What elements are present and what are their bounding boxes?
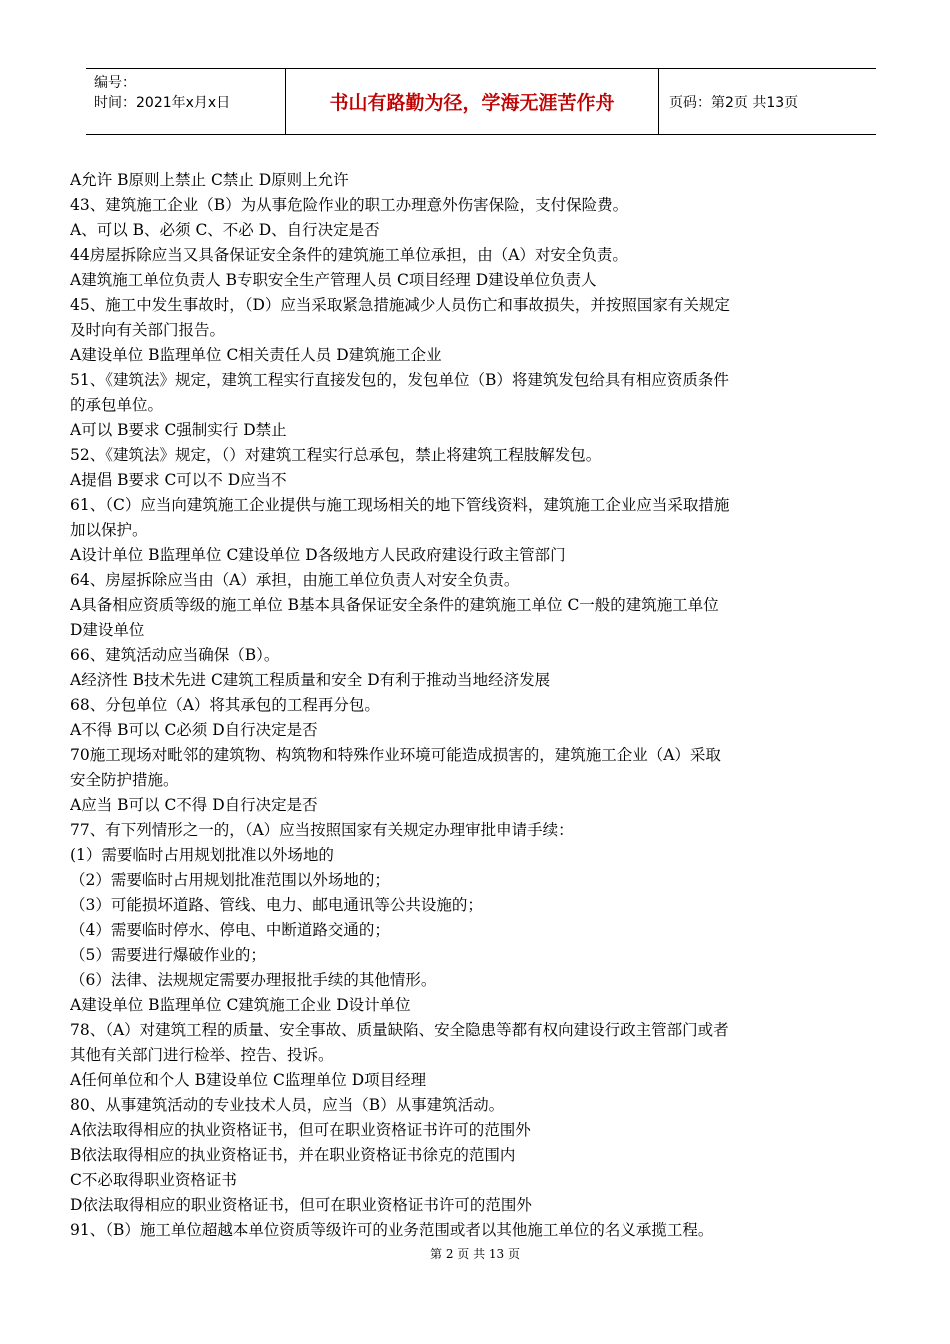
text-line: D建设单位 [70,621,145,639]
header-page-info: 页码：第2页 共13页 [669,94,799,111]
text-line: 61、（C）应当向建筑施工企业提供与施工现场相关的地下管线资料，建筑施工企业应当采取措施 [70,496,730,514]
text-line: A可以 B要求 C强制实行 D禁止 [70,421,287,439]
header-motto: 书山有路勤为径，学海无涯苦作舟 [286,69,659,134]
text-line: （4）需要临时停水、停电、中断道路交通的； [70,921,390,939]
text-line: 68、分包单位（A）将其承包的工程再分包。 [70,696,380,714]
text-line: 70施工现场对毗邻的建筑物、构筑物和特殊作业环境可能造成损害的，建筑施工企业（A）采取 [70,746,721,764]
text-line: A建筑施工单位负责人 B专职安全生产管理人员 C项目经理 D建设单位负责人 [70,271,597,289]
text-line: A不得 B可以 C必须 D自行决定是否 [70,721,318,739]
text-line: A应当 B可以 C不得 D自行决定是否 [70,796,318,814]
text-line: 77、有下列情形之一的，（A）应当按照国家有关规定办理审批申请手续： [70,821,574,839]
text-line: A允许 B原则上禁止 C禁止 D原则上允许 [70,171,349,189]
header-meta [86,69,286,134]
text-line: A提倡 B要求 C可以不 D应当不 [70,471,287,489]
text-line: 44房屋拆除应当又具备保证安全条件的建筑施工单位承担，由（A）对安全负责。 [70,246,628,264]
text-line: 安全防护措施。 [70,771,179,789]
text-line: A任何单位和个人 B建设单位 C监理单位 D项目经理 [70,1071,427,1089]
text-line: A依法取得相应的执业资格证书，但可在职业资格证书许可的范围外 [70,1121,531,1139]
text-line: B依法取得相应的执业资格证书，并在职业资格证书徐克的范围内 [70,1146,516,1164]
text-line: 64、房屋拆除应当由（A）承担，由施工单位负责人对安全负责。 [70,571,520,589]
text-line: 52、《建筑法》规定，（）对建筑工程实行总承包，禁止将建筑工程肢解发包。 [70,446,602,464]
text-line: C不必取得职业资格证书 [70,1171,237,1189]
text-line: A设计单位 B监理单位 C建设单位 D各级地方人民政府建设行政主管部门 [70,546,566,564]
text-line: 及时向有关部门报告。 [70,321,226,339]
text-line: 66、建筑活动应当确保（B）。 [70,646,280,664]
text-line: 80、从事建筑活动的专业技术人员，应当（B）从事建筑活动。 [70,1096,505,1114]
text-line: 加以保护。 [70,521,148,539]
text-line: A具备相应资质等级的施工单位 B基本具备保证安全条件的建筑施工单位 C一般的建筑施工单位 [70,596,719,614]
text-line: A建设单位 B监理单位 C相关责任人员 D建筑施工企业 [70,346,442,364]
text-line: A、可以 B、必须 C、不必 D、自行决定是否 [70,221,380,239]
text-line: 51、《建筑法》规定，建筑工程实行直接发包的，发包单位（B）将建筑发包给具有相应资质条件 [70,371,729,389]
text-line: 43、建筑施工企业（B）为从事危险作业的职工办理意外伤害保险，支付保险费。 [70,196,629,214]
text-line: （6）法律、法规规定需要办理报批手续的其他情形。 [70,971,437,989]
time-label: 时间：2021年x月x日 [94,95,231,111]
text-line: (1）需要临时占用规划批准以外场地的 [70,846,334,864]
text-line: D依法取得相应的职业资格证书，但可在职业资格证书许可的范围外 [70,1196,532,1214]
text-line: 的承包单位。 [70,396,164,414]
text-line: 其他有关部门进行检举、控告、投诉。 [70,1046,334,1064]
text-line: （2）需要临时占用规划批准范围以外场地的； [70,871,390,889]
text-line: （3）可能损坏道路、管线、电力、邮电通讯等公共设施的； [70,896,483,914]
document-header [86,68,876,135]
text-line: 91、（B）施工单位超越本单位资质等级许可的业务范围或者以其他施工单位的名义承揽工程。 [70,1221,714,1239]
page-footer: 第 2 页 共 13 页 [430,1247,520,1261]
number-label: 编号： [94,75,136,91]
text-line: 45、施工中发生事故时，（D）应当采取紧急措施减少人员伤亡和事故损失，并按照国家有关规定 [70,296,730,314]
text-line: （5）需要进行爆破作业的； [70,946,266,964]
document-body [70,168,895,1243]
text-line: 78、（A）对建筑工程的质量、安全事故、质量缺陷、安全隐患等都有权向建设行政主管部门或者 [70,1021,729,1039]
text-line: A经济性 B技术先进 C建筑工程质量和安全 D有利于推动当地经济发展 [70,671,551,689]
text-line: A建设单位 B监理单位 C建筑施工企业 D设计单位 [70,996,411,1014]
